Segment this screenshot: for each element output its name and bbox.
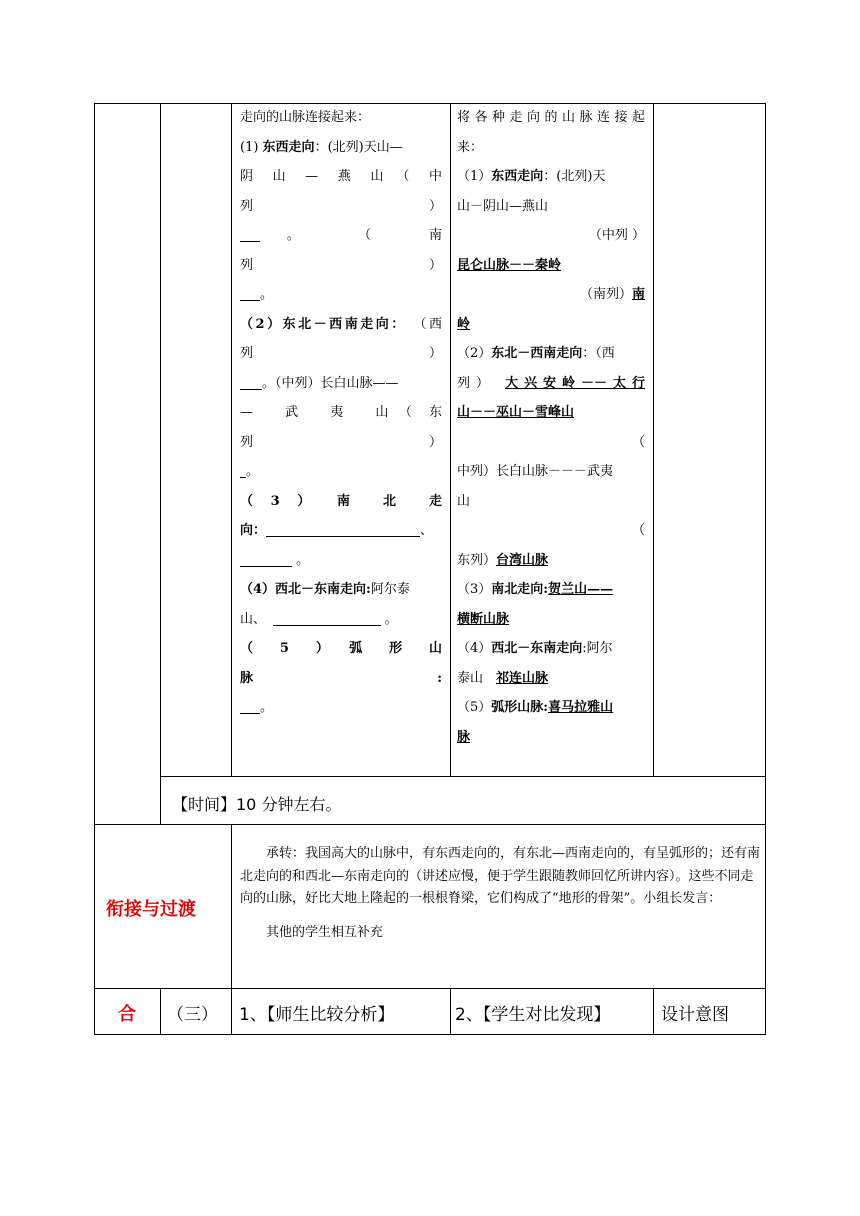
fill-blank[interactable] <box>240 699 260 714</box>
text-line: (1) 东西走向：(北列)天山— <box>240 139 403 155</box>
footer-design-intent: 设计意图 <box>661 1005 729 1025</box>
transition-text <box>240 843 760 944</box>
text-line: （南列）南 <box>579 287 645 302</box>
exercise-column <box>240 103 442 723</box>
text-line: （4）西北－东南走向:阿尔泰 <box>240 582 410 597</box>
grid-line <box>450 988 451 1035</box>
text-line: 泰山 祁连山脉 <box>457 670 549 686</box>
text-line: （1）东西走向：(北列)天 <box>457 169 606 184</box>
fill-blank[interactable] <box>240 552 292 567</box>
time-note: 【时间】10 分钟左右。 <box>172 795 342 814</box>
text-line: 山、 。 <box>240 611 398 627</box>
text-line: （4）西北－东南走向:阿尔 <box>457 641 613 656</box>
text-line: （中列 ） <box>588 228 645 243</box>
text-line: （ <box>631 523 645 538</box>
text-line: 东列）台湾山脉 <box>457 552 549 568</box>
grid-line <box>94 824 766 825</box>
text-line: 列 ） <box>240 346 442 361</box>
transition-paragraph: 承转：我国高大的山脉中，有东西走向的，有东北—西南走向的，有呈弧形的；还有南北走向的和西北—东南走向的（讲述应慢，便于学生跟随教师回忆所讲内容）。这些不同走向的山脉，好比大地上隆起的一根根脊梁，它们构成了“地形的骨架”。小组长发言： <box>240 846 761 906</box>
grid-line <box>765 103 766 1035</box>
answer-text: 山－－巫山－雪峰山 <box>457 405 575 420</box>
text-line: （2）东北－西南走向： （西 <box>240 316 442 332</box>
grid-line <box>450 103 451 776</box>
text-line: 将各种走向的山脉连接起 <box>457 110 645 125</box>
grid-line <box>653 988 654 1035</box>
grid-line <box>160 103 161 824</box>
text-line: 中列）长白山脉－－－武夷 <box>457 464 614 479</box>
transition-label: 衔接与过渡 <box>106 899 196 920</box>
fill-blank[interactable] <box>266 522 420 537</box>
answer-text: 昆仑山脉－－秦岭 <box>457 257 562 273</box>
text-line: （5）弧形山脉:喜马拉雅山 <box>457 700 614 715</box>
text-line: （ 3 ） 南 北 走 <box>240 493 442 509</box>
footer-section-number: （三） <box>167 1005 218 1025</box>
text-line: 走向的山脉连接起来： <box>240 110 371 125</box>
text-line: 。（中列）长白山脉—— <box>240 369 442 399</box>
text-line: 列 ） <box>240 434 442 450</box>
text-line: （ 5 ） 弧 形 山 <box>240 641 442 656</box>
grid-line <box>160 988 161 1035</box>
fill-blank[interactable] <box>240 286 260 301</box>
grid-line <box>653 103 654 776</box>
grid-line <box>94 1034 766 1035</box>
text-line: 山 <box>457 493 471 509</box>
text-line: 。 <box>240 693 442 723</box>
text-line: 向： 、 <box>240 523 434 538</box>
text-line: 。 （ 南 <box>240 221 442 251</box>
fill-blank[interactable] <box>273 611 381 626</box>
text-line: 。 <box>240 280 442 310</box>
grid-line <box>94 103 95 1035</box>
fill-blank[interactable] <box>240 375 262 390</box>
text-line: 列 ） <box>240 257 442 273</box>
text-line: 脉 : <box>240 670 442 686</box>
grid-line <box>160 776 766 777</box>
text-line: 。 <box>240 457 442 487</box>
text-bold: 东西走向 <box>262 139 315 155</box>
footer-teacher-analysis: 1、【师生比较分析】 <box>239 1005 395 1025</box>
text-line: （3）南北走向:贺兰山—— <box>457 582 614 597</box>
text-line: 。 <box>240 546 442 576</box>
text-line: 列 ） <box>240 198 442 214</box>
answer-text: 脉 <box>457 729 471 745</box>
grid-line <box>94 988 766 989</box>
transition-paragraph: 其他的学生相互补充 <box>266 924 384 940</box>
answer-column <box>457 103 645 752</box>
grid-line <box>231 824 232 1035</box>
text-line: — 武 夷 山 （ 东 <box>240 405 442 420</box>
text-line: （2）东北－西南走向：（西 <box>457 346 615 361</box>
grid-line <box>231 103 232 776</box>
text-line: 来： <box>457 139 484 155</box>
text-span: ：(北列)天山— <box>314 139 403 155</box>
text-line: 列） 大兴安岭－－太行 <box>457 375 645 391</box>
text-line: （ <box>631 434 645 450</box>
answer-text: 岭 <box>457 316 471 332</box>
footer-student-discovery: 2、【学生对比发现】 <box>455 1005 611 1025</box>
fill-blank[interactable] <box>240 227 260 242</box>
footer-he: 合 <box>118 1004 136 1025</box>
text-line: 山－阴山—燕山 <box>457 198 549 214</box>
text-line: 阴 山 — 燕 山 （ 中 <box>240 169 442 184</box>
answer-text: 横断山脉 <box>457 611 510 627</box>
